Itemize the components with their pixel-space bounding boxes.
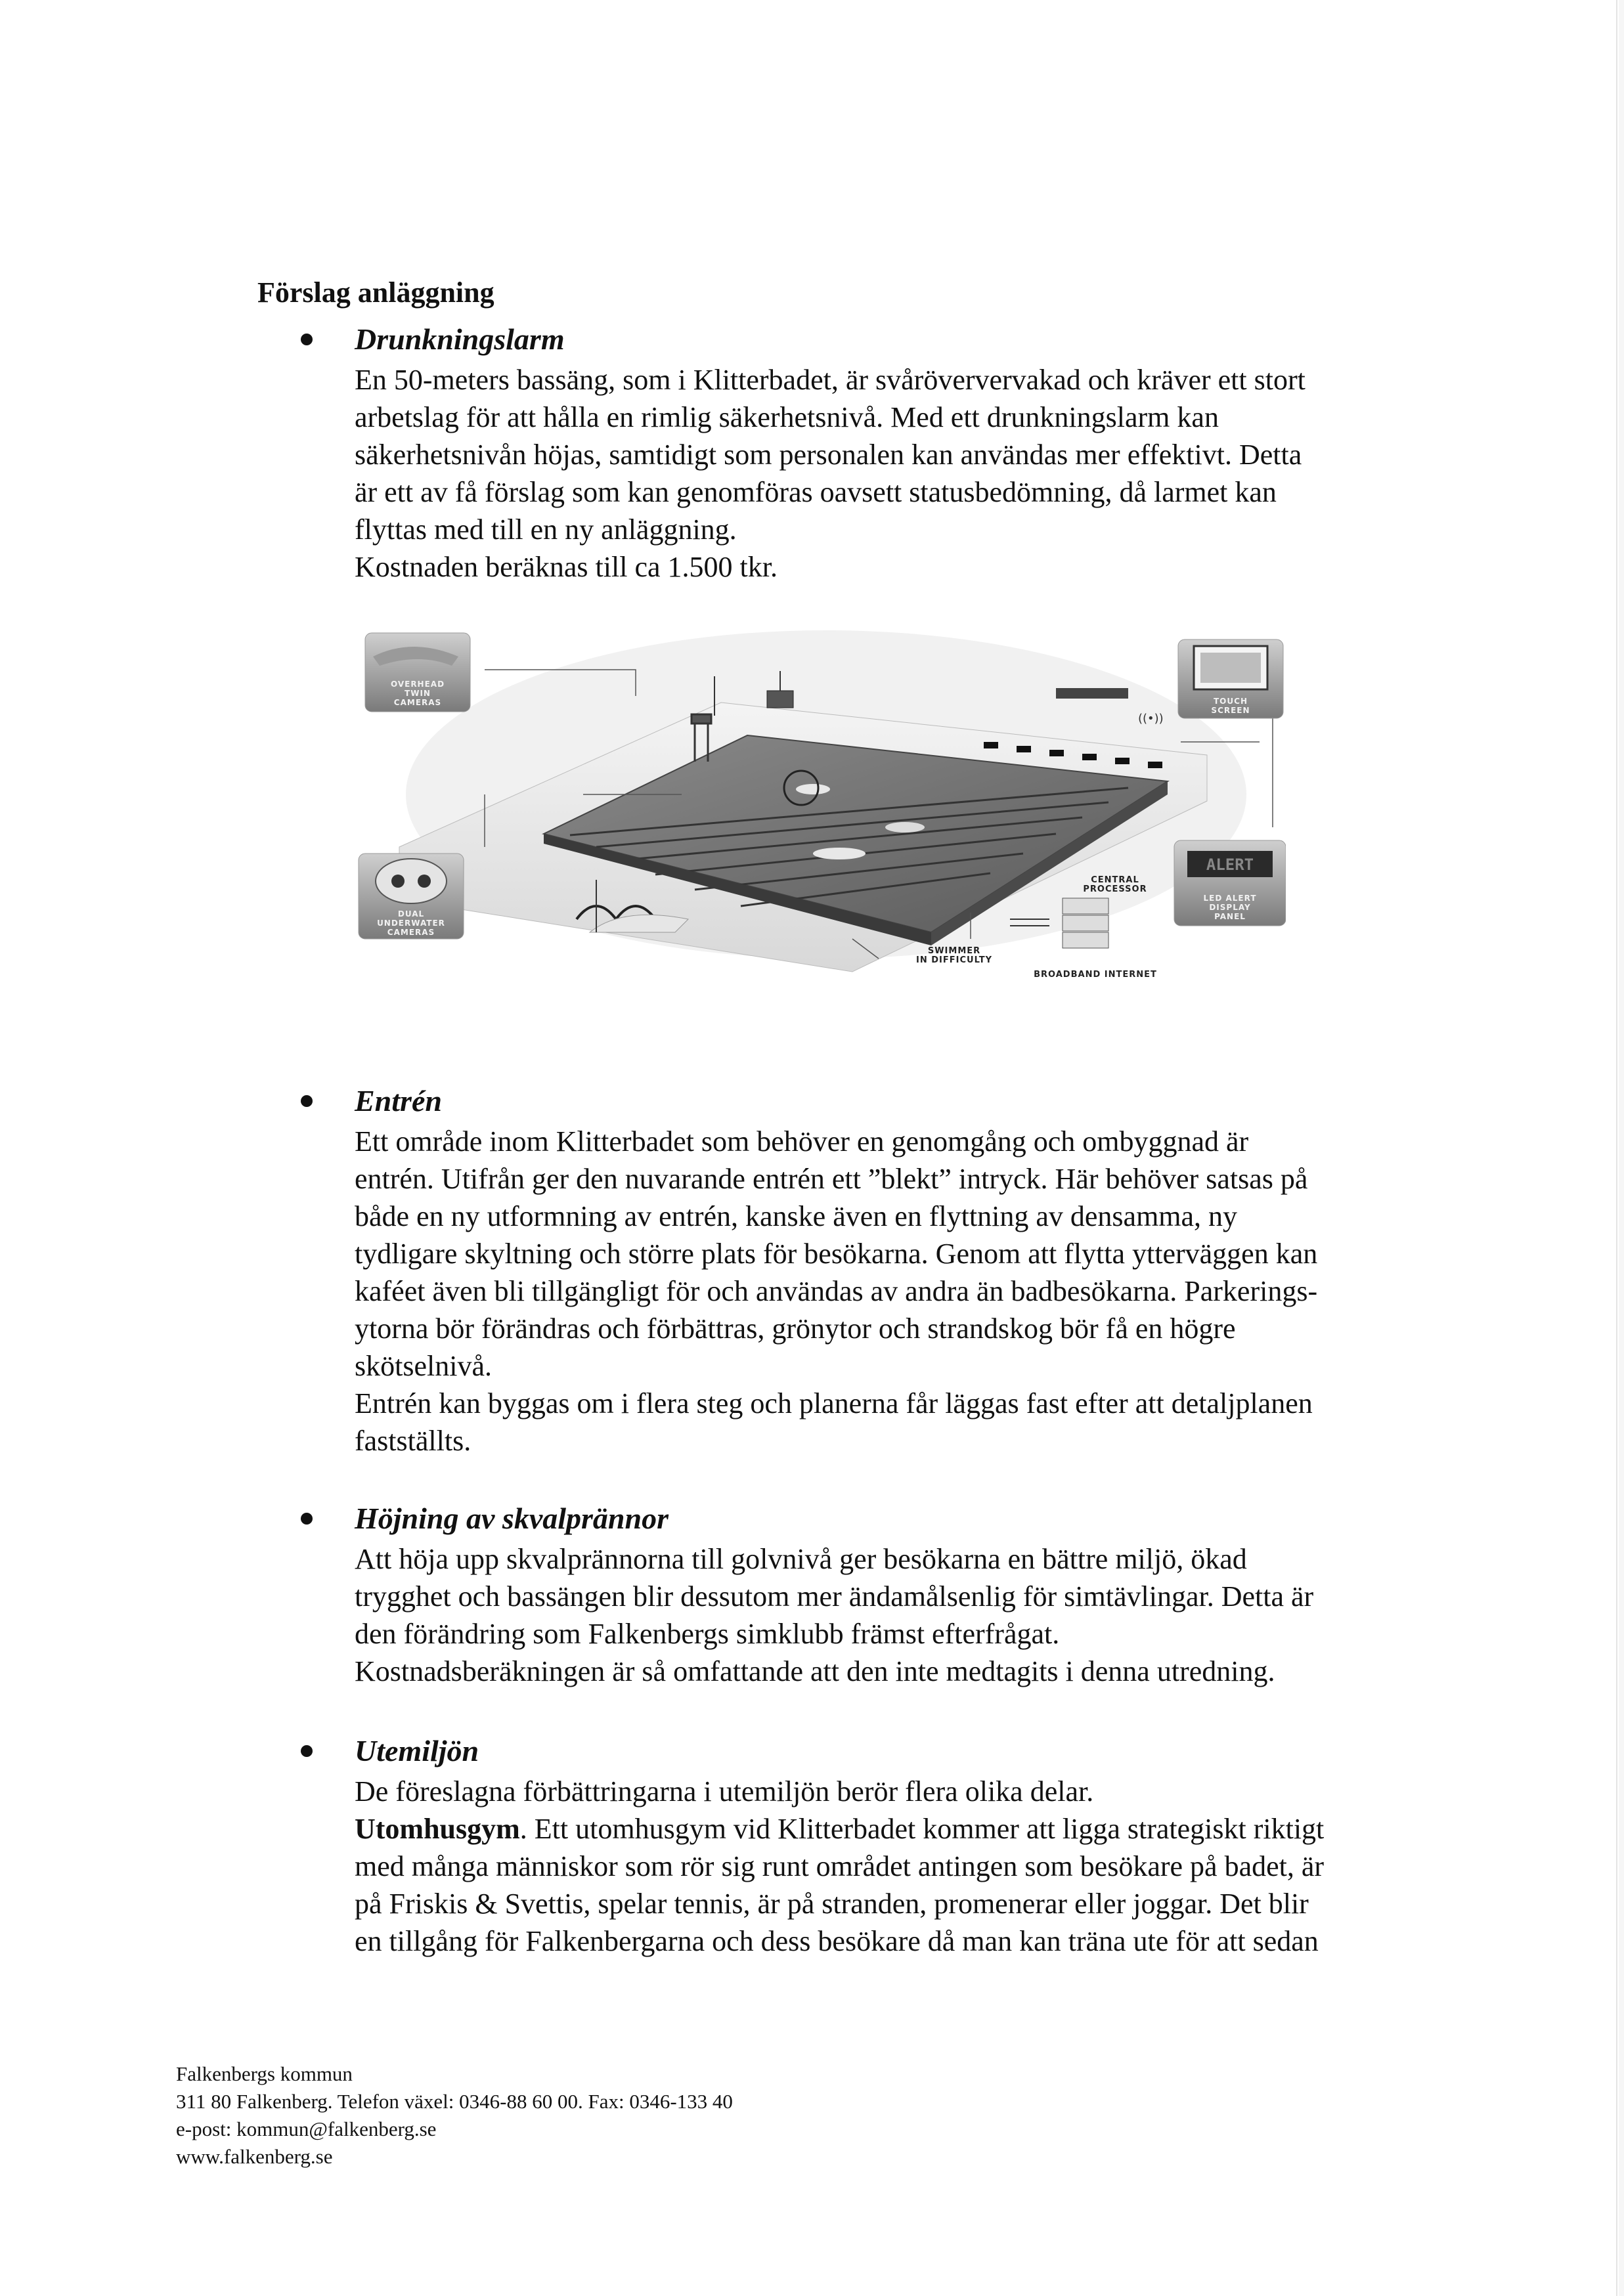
led-alert-panel-box xyxy=(1174,840,1286,926)
bullet-icon xyxy=(301,334,313,345)
body-line: Kostnaden beräknas till ca 1.500 tkr. xyxy=(355,551,778,583)
footer-email: e-post: kommun@falkenberg.se xyxy=(176,2117,437,2140)
footer-web: www.falkenberg.se xyxy=(176,2145,333,2168)
section-title: Höjning av skvalprännor xyxy=(355,1502,669,1535)
svg-text:DISPLAY: DISPLAY xyxy=(1209,903,1251,912)
section-title: Utemiljön xyxy=(355,1734,479,1767)
scan-edge xyxy=(1619,0,1624,2296)
broadband-label: BROADBAND INTERNET xyxy=(1034,970,1157,980)
section-body xyxy=(355,1123,1438,1460)
svg-text:TOUCH: TOUCH xyxy=(1214,697,1248,706)
body-line: Entrén kan byggas om i flera steg och planerna får läggas fast efter att detaljplanen xyxy=(355,1387,1313,1419)
body-line: arbetslag för att hålla en rimlig säkerhetsnivå. Med ett drunkningslarm kan xyxy=(355,401,1219,433)
svg-text:LED ALERT: LED ALERT xyxy=(1203,894,1257,903)
overhead-cameras-box xyxy=(365,633,470,712)
svg-text:PANEL: PANEL xyxy=(1214,912,1246,921)
section-title: Entrén xyxy=(355,1084,442,1117)
body-line: en tillgång för Falkenbergarna och dess besökare då man kan träna ute för att sedan xyxy=(355,1925,1319,1957)
bold-lead: Utomhusgym xyxy=(355,1813,520,1845)
page-heading: Förslag anläggning xyxy=(257,276,494,309)
body-line: den förändring som Falkenbergs simklubb främst efterfrågat. xyxy=(355,1618,1060,1650)
svg-text:PROCESSOR: PROCESSOR xyxy=(1083,884,1147,894)
body-line: flyttas med till en ny anläggning. xyxy=(355,513,737,546)
body-line: är ett av få förslag som kan genomföras oavsett statusbedömning, då larmet kan xyxy=(355,476,1277,508)
body-line: säkerhetsnivån höjas, samtidigt som personalen kan användas mer effektivt. Detta xyxy=(355,439,1302,471)
body-line: tydligare skyltning och större plats för besökarna. Genom att flytta ytterväggen kan xyxy=(355,1238,1318,1270)
bullet-icon xyxy=(301,1513,313,1525)
section-body xyxy=(355,361,1438,586)
wireless-bar xyxy=(1056,688,1128,699)
swimmer-label: SWIMMER xyxy=(927,946,981,956)
touch-screen-box xyxy=(1178,639,1283,718)
scan-edge-line xyxy=(1616,0,1617,2296)
svg-text:CAMERAS: CAMERAS xyxy=(393,698,442,707)
section-title: Drunkningslarm xyxy=(355,322,565,356)
body-line: En 50-meters bassäng, som i Klitterbadet, är svåröververvakad och kräver ett stort xyxy=(355,364,1306,396)
swimmer-label-2: IN DIFFICULTY xyxy=(916,955,992,965)
body-line: fastställts. xyxy=(355,1425,472,1457)
bullet-icon xyxy=(301,1095,313,1107)
body-line: Ett område inom Klitterbadet som behöver en genomgång och ombyggnad är xyxy=(355,1125,1249,1158)
underwater-cameras-box xyxy=(359,854,464,939)
body-line: Att höja upp skvalprännorna till golvnivå ger besökarna en bättre miljö, ökad xyxy=(355,1543,1247,1575)
section-body xyxy=(355,1773,1438,1960)
body-line: skötselnivå. xyxy=(355,1350,492,1382)
body-line: De föreslagna förbättringarna i utemiljön berör flera olika delar. xyxy=(355,1775,1094,1808)
section-body xyxy=(355,1540,1438,1690)
svg-text:ALERT: ALERT xyxy=(1206,856,1254,874)
body-line-bold-lead xyxy=(355,1810,1438,1848)
bullet-icon xyxy=(301,1745,313,1757)
body-line: på Friskis & Svettis, spelar tennis, är på stranden, promenerar eller joggar. Det blir xyxy=(355,1888,1309,1920)
body-line: kaféet även bli tillgängligt för och användas av andra än badbesökarna. Parkerings- xyxy=(355,1275,1318,1307)
body-line: med många människor som rör sig runt området antingen som besökare på badet, är xyxy=(355,1850,1325,1882)
svg-text:CAMERAS: CAMERAS xyxy=(387,928,435,937)
wireless-icon: ((•)) xyxy=(1138,712,1164,726)
svg-text:CENTRAL: CENTRAL xyxy=(1091,875,1139,885)
footer-org: Falkenbergs kommun xyxy=(176,2062,353,2085)
svg-text:OVERHEAD: OVERHEAD xyxy=(390,680,445,689)
body-line: trygghet och bassängen blir dessutom mer ändamålsenlig för simtävlingar. Detta är xyxy=(355,1580,1314,1613)
footer-address: 311 80 Falkenberg. Telefon växel: 0346-88 60 00. Fax: 0346-133 40 xyxy=(176,2090,733,2113)
svg-text:UNDERWATER: UNDERWATER xyxy=(377,919,445,928)
body-line-rest: . Ett utomhusgym vid Klitterbadet kommer att ligga strategiskt riktigt xyxy=(519,1813,1325,1845)
body-line: både en ny utformning av entrén, kanske även en flyttning av densamma, ny xyxy=(355,1200,1238,1232)
svg-text:TWIN: TWIN xyxy=(405,689,431,698)
body-line: entrén. Utifrån ger den nuvarande entrén ett ”blekt” intryck. Här behöver satsas på xyxy=(355,1163,1308,1195)
drowning-alarm-illustration xyxy=(353,630,1286,998)
body-line: ytorna bör förändras och förbättras, grönytor och strandskog bör få en högre xyxy=(355,1312,1236,1345)
svg-text:SCREEN: SCREEN xyxy=(1211,706,1250,715)
body-line: Kostnadsberäkningen är så omfattande att den inte medtagits i denna utredning. xyxy=(355,1655,1275,1687)
svg-text:DUAL: DUAL xyxy=(397,909,425,919)
page-footer xyxy=(176,2060,733,2171)
